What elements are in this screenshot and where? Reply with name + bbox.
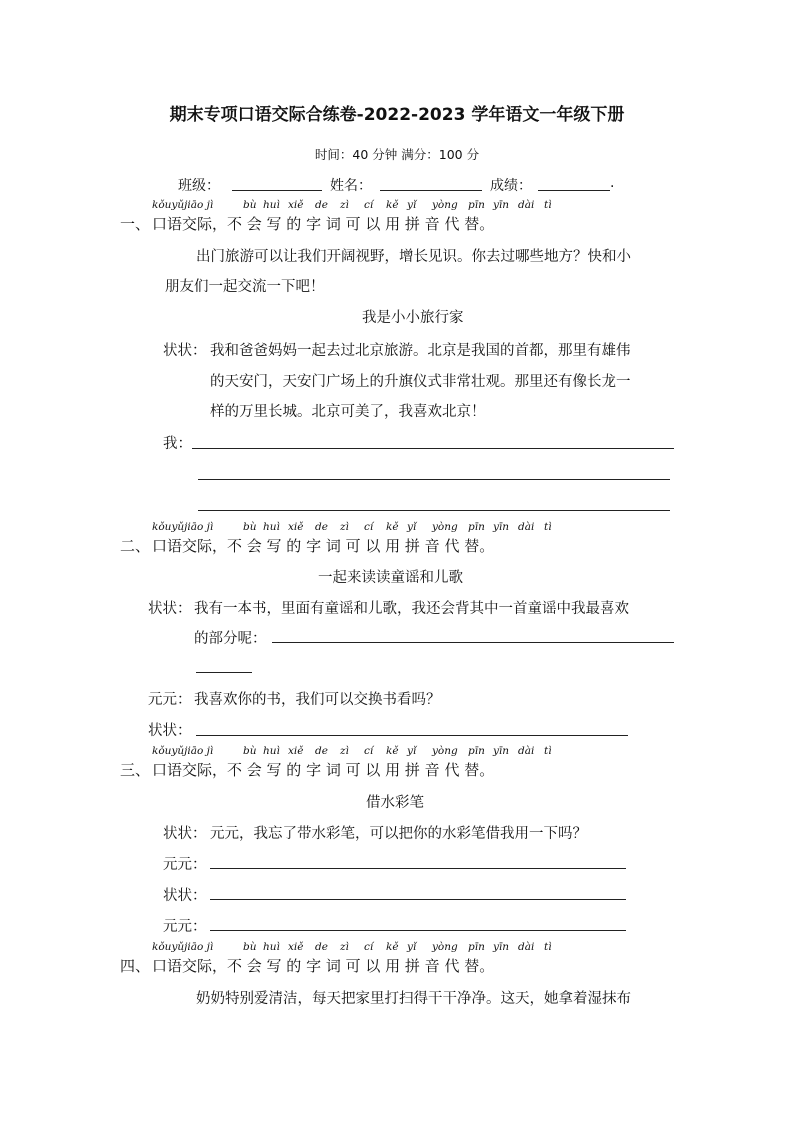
pinyin-annotation: bù <box>243 745 257 757</box>
speaker-label: 状状： <box>148 601 192 617</box>
dialogue-line: 我有一本书，里面有童谣和儿歌，我还会背其中一首童谣中我最喜欢 <box>194 601 629 617</box>
pinyin-annotation: de <box>315 199 328 211</box>
pinyin-annotation: pīn <box>468 941 485 953</box>
section-intro: 出门旅游可以让我们开阔视野，增长见识。你去过哪些地方？快和小 <box>196 249 631 265</box>
section-number: 一、 <box>120 215 151 233</box>
answer-line[interactable] <box>198 510 670 511</box>
pinyin-annotation: kě <box>386 745 399 757</box>
pinyin-annotation: de <box>315 521 328 533</box>
pinyin-annotation: yīn <box>493 521 510 533</box>
pinyin-annotation: huì <box>263 199 280 211</box>
pinyin-annotation: pīn <box>468 521 485 533</box>
answer-line[interactable] <box>210 930 626 931</box>
pinyin-annotation: yǐ <box>407 745 417 757</box>
pinyin-annotation: pīn <box>468 745 485 757</box>
pinyin-annotation: dài <box>518 941 535 953</box>
pinyin-annotation: bù <box>243 941 257 953</box>
section-intro: 奶奶特别爱清洁，每天把家里打扫得干干净净。这天，她拿着湿抹布 <box>196 991 631 1007</box>
section-heading: 我是小小旅行家 <box>362 310 464 326</box>
instruction-text: 口语交际，不 会 写 的 字 词 可 以 用 拼 音 代 替。 <box>152 537 495 555</box>
pinyin-annotation: bù <box>243 521 257 533</box>
section-number: 二、 <box>120 537 151 555</box>
class-field[interactable] <box>232 190 322 191</box>
pinyin-annotation: cí <box>364 199 374 211</box>
pinyin-annotation: kě <box>386 941 399 953</box>
pinyin-annotation: cí <box>364 941 374 953</box>
end-dot: . <box>610 175 615 191</box>
dialogue-line: 的部分呢： <box>194 631 267 647</box>
pinyin-annotation: kǒuyǔjiāo jì <box>152 745 214 757</box>
pinyin-annotation: huì <box>263 745 280 757</box>
section-number: 三、 <box>120 761 151 779</box>
answer-line[interactable] <box>192 448 674 449</box>
speaker-label: 元元： <box>148 692 192 708</box>
pinyin-annotation: zì <box>340 199 349 211</box>
pinyin-annotation: pīn <box>468 199 485 211</box>
pinyin-annotation: zì <box>340 521 349 533</box>
pinyin-annotation: huì <box>263 941 280 953</box>
pinyin-annotation: yǐ <box>407 521 417 533</box>
score-label: 成绩： <box>490 178 532 194</box>
pinyin-annotation: bù <box>243 199 257 211</box>
speaker-label: 我： <box>163 436 192 452</box>
pinyin-annotation: dài <box>518 745 535 757</box>
pinyin-annotation: huì <box>263 521 280 533</box>
pinyin-annotation: dài <box>518 521 535 533</box>
pinyin-annotation: kǒuyǔjiāo jì <box>152 199 214 211</box>
name-field[interactable] <box>380 190 482 191</box>
pinyin-annotation: xiě <box>288 199 304 211</box>
pinyin-annotation: xiě <box>288 745 304 757</box>
instruction-text: 口语交际，不 会 写 的 字 词 可 以 用 拼 音 代 替。 <box>152 215 495 233</box>
name-label: 姓名： <box>330 178 372 194</box>
score-field[interactable] <box>538 190 610 191</box>
speaker-label: 状状： <box>163 343 207 359</box>
pinyin-annotation: zì <box>340 941 349 953</box>
dialogue-line: 样的万里长城。北京可美了，我喜欢北京！ <box>210 404 486 420</box>
pinyin-annotation: tì <box>544 941 552 953</box>
speaker-label: 状状： <box>163 826 207 842</box>
speaker-label: 元元： <box>163 857 207 873</box>
pinyin-annotation: kǒuyǔjiāo jì <box>152 941 214 953</box>
pinyin-annotation: yǐ <box>407 199 417 211</box>
pinyin-annotation: yīn <box>493 199 510 211</box>
pinyin-annotation: cí <box>364 521 374 533</box>
dialogue-line: 的天安门，天安门广场上的升旗仪式非常壮观。那里还有像长龙一 <box>210 374 631 390</box>
dialogue-line: 我和爸爸妈妈一起去过北京旅游。北京是我国的首都，那里有雄伟 <box>210 343 631 359</box>
speaker-label: 状状： <box>148 723 192 739</box>
pinyin-annotation: xiě <box>288 941 304 953</box>
pinyin-annotation: yòng <box>432 745 458 757</box>
speaker-label: 元元： <box>163 919 207 935</box>
answer-line[interactable] <box>210 868 626 869</box>
speaker-label: 状状： <box>163 888 207 904</box>
pinyin-annotation: yīn <box>493 745 510 757</box>
instruction-text: 口语交际，不 会 写 的 字 词 可 以 用 拼 音 代 替。 <box>152 761 495 779</box>
pinyin-annotation: yòng <box>432 941 458 953</box>
instruction-text: 口语交际，不 会 写 的 字 词 可 以 用 拼 音 代 替。 <box>152 957 495 975</box>
pinyin-annotation: xiě <box>288 521 304 533</box>
pinyin-annotation: yòng <box>432 521 458 533</box>
answer-line[interactable] <box>272 642 674 643</box>
dialogue-line: 元元，我忘了带水彩笔，可以把你的水彩笔借我用一下吗？ <box>210 826 587 842</box>
pinyin-annotation: kě <box>386 521 399 533</box>
pinyin-annotation: de <box>315 941 328 953</box>
section-heading: 一起来读读童谣和儿歌 <box>318 570 463 586</box>
pinyin-annotation: yǐ <box>407 941 417 953</box>
pinyin-annotation: de <box>315 745 328 757</box>
pinyin-annotation: tì <box>544 199 552 211</box>
section-number: 四、 <box>120 957 151 975</box>
answer-line[interactable] <box>210 899 626 900</box>
pinyin-annotation: tì <box>544 521 552 533</box>
pinyin-annotation: cí <box>364 745 374 757</box>
pinyin-annotation: tì <box>544 745 552 757</box>
section-intro: 朋友们一起交流一下吧！ <box>165 279 325 295</box>
exam-meta: 时间：40 分钟 满分：100 分 <box>314 147 480 162</box>
answer-line[interactable] <box>196 672 252 673</box>
pinyin-annotation: kě <box>386 199 399 211</box>
pinyin-annotation: yīn <box>493 941 510 953</box>
dialogue-line: 我喜欢你的书，我们可以交换书看吗？ <box>194 692 441 708</box>
answer-line[interactable] <box>198 479 670 480</box>
pinyin-annotation: dài <box>518 199 535 211</box>
answer-line[interactable] <box>196 735 628 736</box>
pinyin-annotation: zì <box>340 745 349 757</box>
pinyin-annotation: kǒuyǔjiāo jì <box>152 521 214 533</box>
page-title: 期末专项口语交际合练卷-2022-2023 学年语文一年级下册 <box>169 105 625 125</box>
pinyin-annotation: yòng <box>432 199 458 211</box>
section-heading: 借水彩笔 <box>366 795 424 811</box>
class-label: 班级： <box>178 178 220 194</box>
